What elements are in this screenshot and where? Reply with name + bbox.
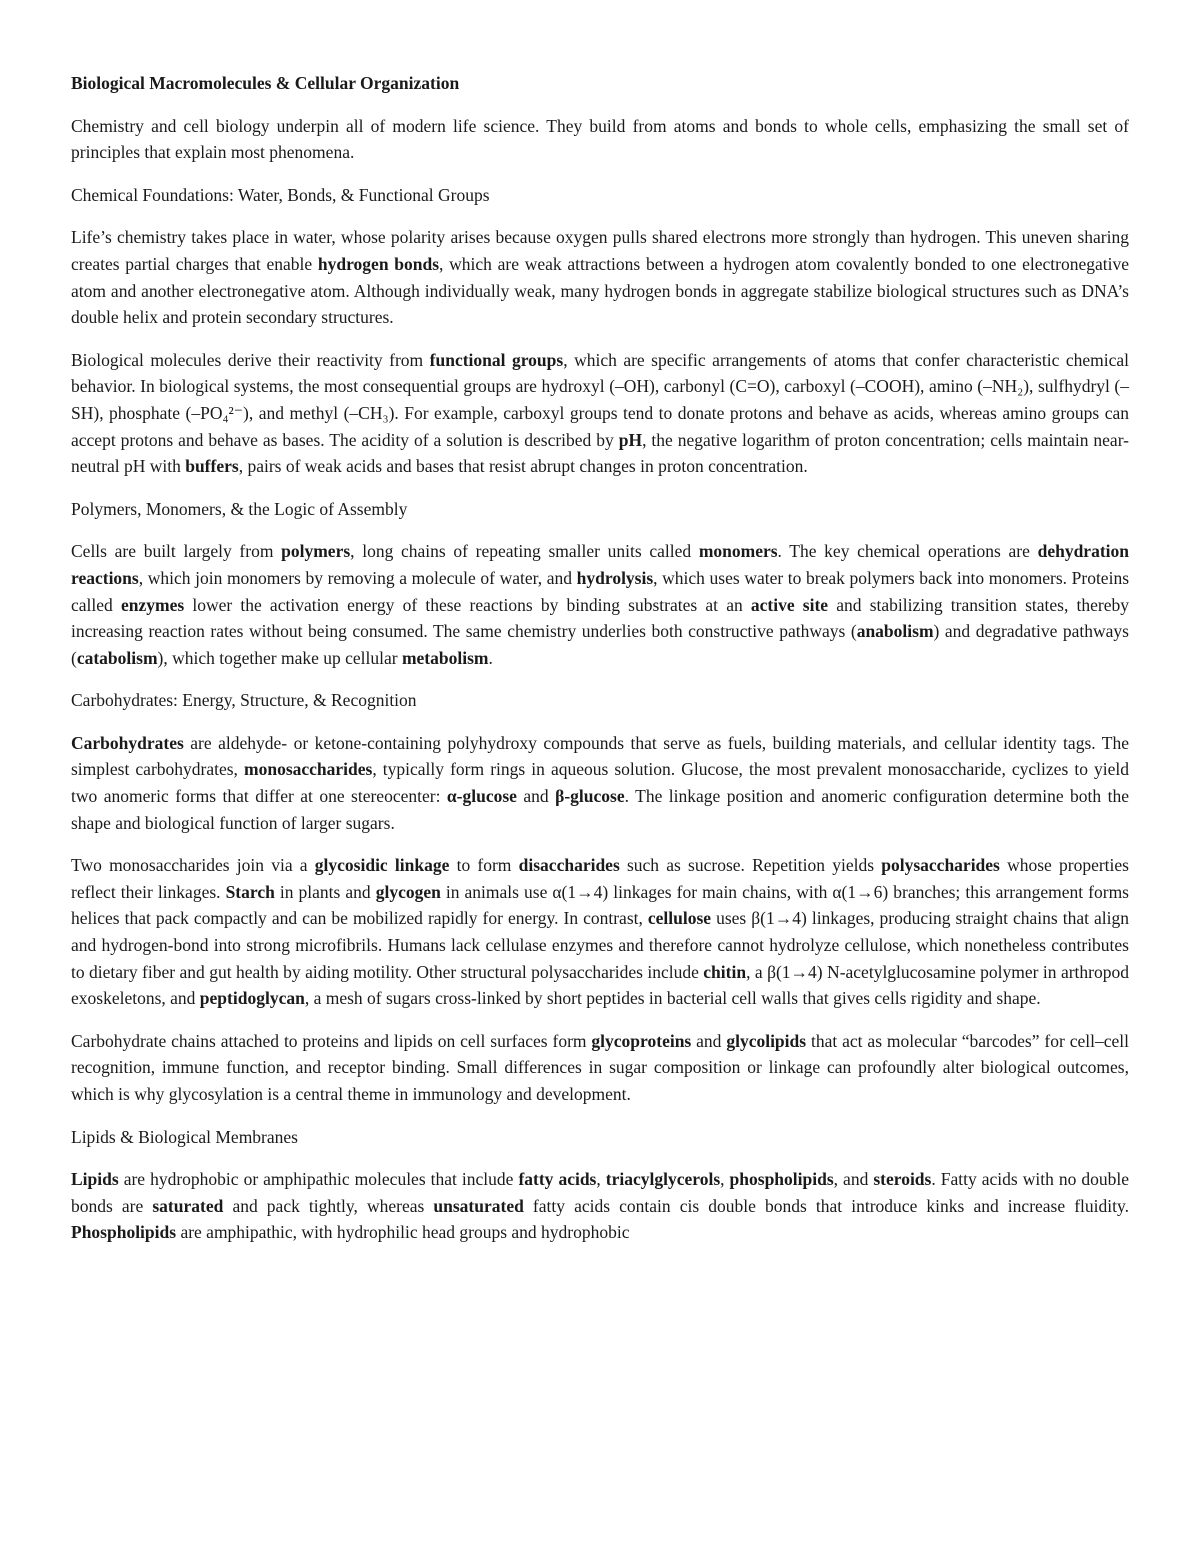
section-heading: Carbohydrates: Energy, Structure, & Recognition (71, 690, 417, 711)
text-run: and pack tightly, whereas (223, 1195, 434, 1216)
text-run: are amphipathic, with hydrophilic head groups and hydrophobic (176, 1222, 630, 1243)
text-run: , which are specific arrangements of atoms that confer characteristic chemical behavior. In biological systems, the most consequential groups are hydroxyl (–OH), carbonyl (C=O), carboxyl (–COOH), amino (–NH₂), sulfhydryl (–SH), phosphate (–PO₄²⁻), and methyl (–CH₃). For example, carboxyl groups tend to donate protons and behave as acids, whereas amino groups can accept protons and behave as bases. The acidity of a solution is described by (71, 349, 1129, 450)
text-run: in plants and (274, 881, 376, 902)
key-term: polysaccharides (881, 855, 1000, 876)
document-sections (71, 182, 1129, 1246)
text-run: Life’s chemistry takes place in water, whose polarity arises because oxygen pulls shared electrons more strongly than hydrogen. This uneven sharing creates partial charges that enable (71, 227, 1129, 274)
body-paragraph (71, 347, 1129, 480)
text-run: are aldehyde- or ketone-containing polyhydroxy compounds that serve as fuels, building materials, and cellular identity tags. The simplest carbohydrates, (71, 732, 1129, 780)
key-term: disaccharides (518, 855, 620, 876)
text-run: lower the activation energy of these reactions by binding substrates at an (184, 594, 751, 615)
key-term: catabolism (76, 647, 158, 668)
text-run: , a mesh of sugars cross-linked by short peptides in bacterial cell walls that gives cells rigidity and shape. (304, 988, 1041, 1009)
key-term: enzymes (120, 594, 185, 615)
key-term: dehydration reactions (71, 541, 1129, 588)
key-term: glycoproteins (591, 1030, 692, 1051)
text-run: . Fatty acids with no double bonds are (71, 1169, 1130, 1216)
text-run: , which uses water to break polymers back into monomers. Proteins called (71, 567, 1129, 615)
text-run: and stabilizing transition states, thereby increasing reaction rates without being consumed. The same chemistry underlies both constructive pathways ( (71, 594, 1129, 642)
key-term: Phospholipids (71, 1222, 177, 1243)
key-term: hydrogen bonds (317, 253, 440, 274)
key-term: hydrolysis (576, 567, 654, 588)
key-term: monomers (698, 541, 778, 562)
text-run: that act as molecular “barcodes” for cell–cell recognition, immune function, and receptor binding. Small differences in sugar composition or linkage can profoundly alter biological outcomes, which is why glycosylation is a central theme in immunology and development. (71, 1030, 1129, 1104)
key-term: buffers (185, 456, 239, 477)
key-term: phospholipids (729, 1169, 834, 1190)
body-paragraph (71, 224, 1129, 330)
text-run: , (720, 1169, 730, 1190)
key-term: glycosidic linkage (314, 855, 450, 876)
text-run: whose properties reflect their linkages. (71, 855, 1129, 902)
text-run: , which are weak attractions between a hydrogen atom covalently bonded to one electronegative atom and another electronegative atom. Although individually weak, many hydrogen bonds in aggregate stabilize biological structures such as DNA’s double helix and protein secondary structures. (71, 253, 1129, 328)
key-term: unsaturated (433, 1195, 524, 1216)
intro-paragraph: Chemistry and cell biology underpin all of modern life science. They build from atoms and bonds to whole cells, emphasizing the small set of principles that explain most phenomena. (71, 115, 1129, 163)
key-term: Carbohydrates (71, 732, 184, 753)
text-run: Cells are built largely from (71, 541, 282, 562)
key-term: β-glucose (555, 786, 625, 807)
key-term: cellulose (647, 908, 712, 929)
text-run: . The linkage position and anomeric configuration determine both the shape and biological function of larger sugars. (71, 786, 1129, 833)
key-term: glycogen (375, 881, 441, 902)
key-term: Starch (225, 881, 275, 902)
text-run: fatty acids contain cis double bonds that introduce kinks and increase fluidity. (523, 1195, 1129, 1216)
key-term: glycolipids (726, 1030, 807, 1051)
body-paragraph (71, 1028, 1129, 1108)
key-term: triacylglycerols (605, 1169, 721, 1190)
text-run: in animals use α(1→4) linkages for main chains, with α(1→6) branches; this arrangement forms helices that pack compactly and can be mobilized rapidly for energy. In contrast, (71, 881, 1129, 929)
document-page (71, 70, 1129, 1262)
text-run: Two monosaccharides join via a (71, 855, 315, 876)
key-term: anabolism (856, 621, 934, 642)
text-run: and (516, 786, 556, 807)
body-paragraph (71, 1166, 1129, 1246)
text-run: , the negative logarithm of proton concentration; cells maintain near-neutral pH with (71, 429, 1130, 477)
key-term: functional groups (429, 349, 564, 370)
key-term: peptidoglycan (199, 988, 305, 1009)
text-run: , pairs of weak acids and bases that resist abrupt changes in proton concentration. (238, 456, 808, 477)
text-run: Biological molecules derive their reactivity from (71, 349, 430, 370)
text-run: , a β(1→4) N-acetylglucosamine polymer in arthropod exoskeletons, and (71, 961, 1129, 1009)
body-paragraph (71, 538, 1129, 671)
text-run: ) and degradative pathways ( (71, 621, 1129, 668)
body-paragraph (71, 730, 1129, 836)
key-term: monosaccharides (244, 759, 373, 780)
key-term: saturated (152, 1195, 224, 1216)
body-paragraph (71, 852, 1129, 1012)
section-heading: Lipids & Biological Membranes (71, 1126, 298, 1147)
section-heading: Chemical Foundations: Water, Bonds, & Functional Groups (71, 184, 490, 205)
text-run: . The key chemical operations are (777, 541, 1038, 562)
key-term: α-glucose (446, 786, 517, 807)
key-term: active site (750, 594, 829, 615)
key-term: metabolism (401, 647, 489, 668)
text-run: . (488, 647, 493, 668)
section-heading: Polymers, Monomers, & the Logic of Assembly (71, 498, 408, 519)
text-run: uses β(1→4) linkages, producing straight chains that align and hydrogen-bond into strong microfibrils. Humans lack cellulase enzymes and therefore cannot hydrolyze cellulose, which nonetheless contributes to dietary fiber and gut health by aiding motility. Other structural polysaccharides include (71, 908, 1129, 982)
key-term: pH (618, 429, 643, 450)
text-run: and (691, 1030, 727, 1051)
text-run: , long chains of repeating smaller units called (350, 541, 699, 562)
key-term: fatty acids (518, 1169, 597, 1190)
text-run: to form (449, 855, 519, 876)
key-term: chitin (703, 961, 747, 982)
text-run: , and (833, 1169, 874, 1190)
text-run: are hydrophobic or amphipathic molecules that include (118, 1169, 519, 1190)
key-term: polymers (281, 541, 351, 562)
text-run: , (596, 1169, 606, 1190)
text-run: , typically form rings in aqueous solution. Glucose, the most prevalent monosaccharide, cyclizes to yield two anomeric forms that differ at one stereocenter: (71, 759, 1130, 807)
text-run: ), which together make up cellular (157, 647, 402, 668)
key-term: steroids (873, 1169, 932, 1190)
document-title: Biological Macromolecules & Cellular Organization (71, 73, 460, 93)
key-term: Lipids (71, 1169, 119, 1190)
text-run: Carbohydrate chains attached to proteins and lipids on cell surfaces form (71, 1030, 592, 1051)
text-run: such as sucrose. Repetition yields (619, 855, 882, 876)
text-run: , which join monomers by removing a molecule of water, and (138, 567, 577, 588)
